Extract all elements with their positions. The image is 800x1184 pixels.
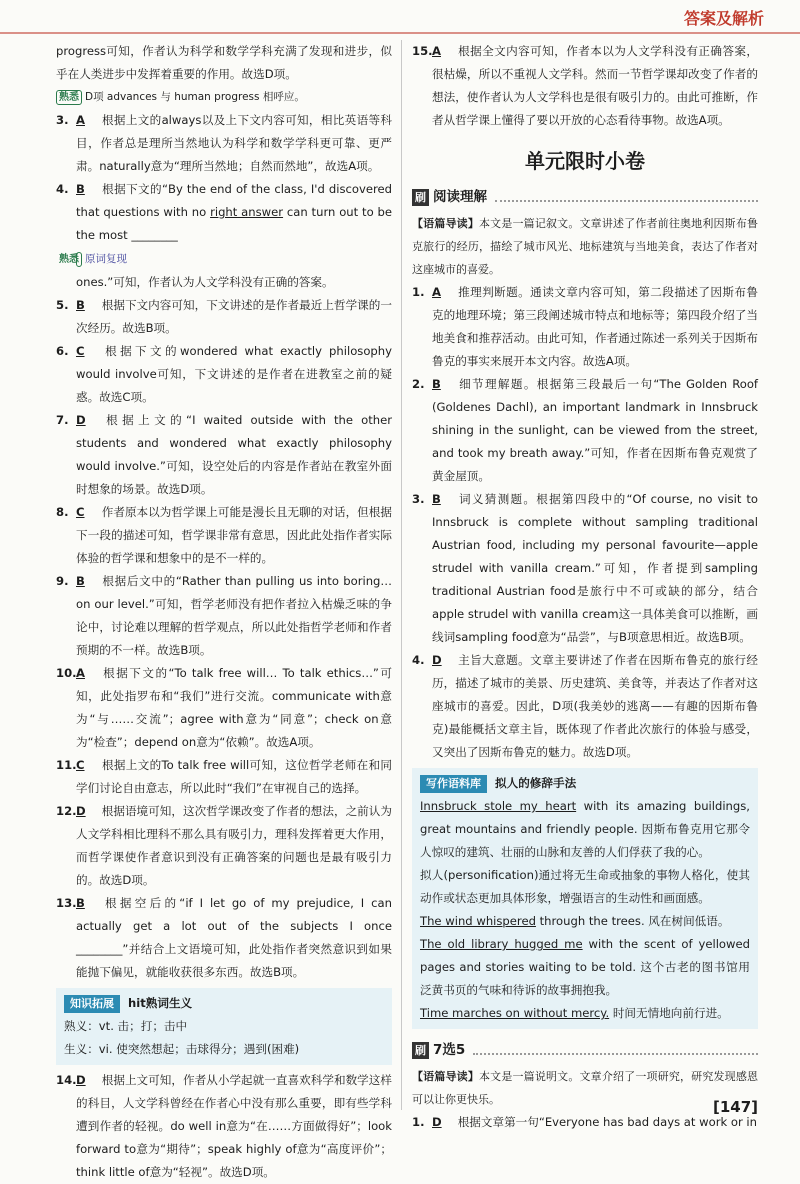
example-text: with the scent of yellowed pages and stories waiting to be told. 这个古老的图书馆用泛黄书页的气味和待诉的故事拥抱我。 [420,937,750,997]
note-tag: 熟悉 [76,252,82,267]
passage-intro [412,1065,758,1111]
answer-item-15 [412,40,758,132]
example-sentence [420,910,750,933]
item-answer: A [76,666,85,680]
item-number: 3. [412,492,425,506]
item-answer: B [432,377,441,391]
item-explanation: 根据语境可知，这次哲学课改变了作者的想法，之前认为人文学科相比理科不那么具有吸引力，理科发挥着更大作用，而哲学课使作者意识到没有正确答案的问题也是最有吸引力的。故选D项。 [76,804,392,887]
item-explanation: 主旨大意题。文章主要讲述了作者在因斯布鲁克的旅行经历，描述了城市的美景、历史建筑、美食等，并表达了作者对这座城市的喜爱。因此，D项(我美妙的逃离——有趣的因斯布鲁克)最能概括文章主旨，既体现了作者此次旅行的体验与感受，又突出了因斯布鲁克的魅力。故选D项。 [432,653,758,759]
item-answer: C [76,758,85,772]
answer-item-9 [56,570,392,662]
answer-item-5 [56,294,392,340]
subsection-label: 阅读理解 [433,189,487,205]
subsection-reading [412,186,758,208]
dotted-rule [495,192,758,202]
item-explanation: 根据下文的“By the end of the class, I'd discovered that questions with no [76,182,392,219]
item-answer: D [76,804,86,818]
answer-item-3 [56,109,392,178]
answer-item-7 [56,409,392,501]
item-number: 3. [56,113,69,127]
item-explanation: 根据下文内容可知，下文讲述的是作者最近上哲学课的一次经历。故选B项。 [76,298,392,335]
intro-text: 本文是一篇说明文。文章介绍了一项研究，研究发现感恩可以让你更快乐。 [412,1070,758,1106]
box-line: 生义：vi. 使突然想起；击球得分；遇到(困难) [64,1042,300,1056]
item-number: 4. [412,653,425,667]
brush-icon: 刷 [412,1042,429,1059]
intro-label: 【语篇导读】 [412,217,479,230]
item-number: 13. [56,896,77,910]
item-explanation: 根据下文的wondered what exactly philosophy would involve可知，下文讲述的是作者在进教室之前的疑惑。故选C项。 [76,344,392,404]
underlined-phrase: Time marches on without mercy. [420,1006,610,1020]
item-number: 2. [412,377,425,391]
item-number: 9. [56,574,69,588]
item-explanation: 推理判断题。通读文章内容可知，第二段描述了因斯布鲁克的地理环境；第三段阐述城市特点和地标等；第四段介绍了当地美食和推荐活动。由此可知，作者通过陈述一系列关于因斯布鲁克的事实来展开本文内容。故选A项。 [432,285,758,368]
header-label: 答案及解析 [683,9,764,28]
example-text: 时间无情地向前行进。 [609,1006,729,1020]
answer-item-4 [56,178,392,294]
item-explanation: 根据空后的“if I let go of my prejudice, I can actually get a lot out of the subjects I once ________”并结合上文语境可知，此处指作者突然意识到如果能抛下偏见，就能收获很多东西。故选B项。 [76,896,392,979]
item-number: 11. [56,758,77,772]
passage-intro [412,212,758,281]
answer-item-10 [56,662,392,754]
item-number: 8. [56,505,69,519]
intro-text: 本文是一篇记叙文。文章讲述了作者前往奥地利因斯布鲁克旅行的经历，描绘了城市风光、地标建筑与当地美食，表达了作者对这座城市的喜爱。 [412,217,758,276]
item-number: 1. [412,285,425,299]
reading-answer-2 [412,373,758,488]
item-explanation: 根据上文的always以及上下文内容可知，相比英语等科目，作者总是理所当然地认为科学和数学学科更可靠、更严肃。naturally意为“理所当然地；自然而然地”，故选A项。 [76,113,392,173]
item-explanation: 作者原本以为哲学课上可能是漫长且无聊的对话，但根据下一段的描述可知，哲学课非常有意思，因此此处指作者实际体验的哲学课和想象中的是不一样的。 [76,505,392,565]
note-tag: 熟悉 [56,90,82,105]
item-answer: A [432,285,441,299]
item-answer: D [76,1073,86,1087]
item-answer: C [76,505,85,519]
box-tag: 写作语料库 [420,775,487,793]
item-explanation: 词义猜测题。根据第四段中的“Of course, no visit to Innsbruck is complete without sampling traditional Austrian food, including my personal favourite—apple strudel with vanilla cream.”可知，作者提到sampling traditional Austrian food是旅行中不可或缺的部分，结合apple strudel with vanilla cream这一具体美食可以推断，画线词sampling food意为“品尝”，与B项意思相近。故选B项。 [432,492,758,644]
handwritten-note: 原词复现 [85,253,127,265]
underlined-phrase: Innsbruck stole my heart [420,799,577,813]
brush-icon: 刷 [412,189,429,206]
item-explanation: 根据上文可知，作者从小学起就一直喜欢科学和数学这样的科目，人文学科曾经在作者心中没有那么重要，即有些学科遭到作者的轻视。do well in意为“在……方面做得好”；look forward to意为“期待”；speak highly of意为“高度评价”；think little of意为“轻视”。故选D项。 [76,1073,392,1179]
underlined-phrase: right answer [210,205,284,219]
answer-item-11 [56,754,392,800]
item-number: 7. [56,413,69,427]
item-answer: D [76,413,86,427]
item-answer: D [432,1115,442,1129]
answer-item-13 [56,892,392,984]
paragraph-continuation: progress可知，作者认为科学和数学学科充满了发现和进步，似乎在人类进步中发挥着重要的作用。故选D项。 [56,44,392,81]
example-sentence [420,933,750,1002]
item-answer: B [76,182,85,196]
item-explanation: can turn out to be the most ________ [76,205,392,242]
item-number: 5. [56,298,69,312]
box-title: 拟人的修辞手法 [495,776,577,790]
item-answer: D [432,653,442,667]
item-answer: C [76,344,85,358]
box-title: hit熟词生义 [128,996,193,1010]
dotted-rule [473,1045,758,1055]
underlined-phrase: The wind whispered [420,914,536,928]
item-answer: B [76,298,85,312]
item-explanation: 细节理解题。根据第三段最后一句“The Golden Roof (Goldenes Dachl), an important landmark in Innsbruck shining in the sunlight, can be viewed from the street, and took my breath away.”可知，作者在因斯布鲁克观赏了黄金屋顶。 [432,377,759,483]
section-title: 单元限时小卷 [525,149,645,173]
item-number: 1. [412,1115,425,1129]
note-familiar [56,86,392,109]
item-number: 15. [412,44,433,58]
note-text: D项 advances 与 human progress 相呼应。 [85,91,305,103]
box-description: 拟人(personification)通过将无生命或抽象的事物人格化，使其动作或状态更加具体形象，增强语言的生动性和画面感。 [420,868,750,905]
underlined-phrase: The old library hugged me [420,937,583,951]
item-explanation: 根据全文内容可知，作者本以为人文学科没有正确答案，很枯燥，所以不重视人文学科。然而一节哲学课却改变了作者的想法，使作者认为人文学科也是很有吸引力的。由此可推断，作者从哲学课上懂得了要以开放的心态看待事物。故选A项。 [432,44,758,127]
writing-corpus-box [412,768,758,1029]
item-number: 12. [56,804,77,818]
reading-answer-1 [412,281,758,373]
item-answer: B [76,574,85,588]
item-explanation: 根据后文中的“Rather than pulling us into boring… on our level.”可知，哲学老师没有把作者拉入枯燥乏味的争论中，讨论难以理解的哲学观点，所以此处指哲学老师和作者预期的不一样。故选B项。 [76,574,392,657]
knowledge-box [56,988,392,1065]
reading-answer-3 [412,488,758,649]
example-text: through the trees. 风在树间低语。 [535,914,730,928]
item-explanation: 根据上文的“I waited outside with the other students and wondered what exactly philosophy would involve.”可知，设空处后的内容是作者站在教室外面时想象的场景。故选D项。 [76,413,393,496]
subsection-seven-five [412,1039,758,1061]
header-rule [0,32,800,34]
item-explanation: 根据上文的To talk free will可知，这位哲学老师在和同学们讨论自由意志，所以此时“我们”在审视自己的选择。 [76,758,393,795]
item-explanation: 根据下文的“To talk free will… To talk ethics…”可知，此处指罗布和“我们”进行交流。communicate with意为“与……交流”；agree with意为“同意”；check on意为“检查”；depend on意为“依赖”。故选A项。 [76,666,393,749]
intro-label: 【语篇导读】 [412,1070,479,1083]
item-answer: A [76,113,85,127]
item-number: 10. [56,666,77,680]
box-line: 熟义：vt. 击；打；击中 [64,1019,188,1033]
right-column [412,40,758,1134]
reading-answer-4 [412,649,758,764]
item-answer: B [432,492,441,506]
subsection-label: 7选5 [433,1042,466,1058]
column-divider [401,40,402,1110]
item-explanation: ones.”可知，作者认为人文学科没有正确的答案。 [76,275,334,289]
item-explanation: 根据文章第一句“Everyone has bad days at work or in [457,1115,757,1129]
item-number: 6. [56,344,69,358]
answer-item-6 [56,340,392,409]
left-column [56,40,392,1184]
answer-item-14 [56,1069,392,1184]
example-sentence [420,1002,750,1025]
item-number: 4. [56,182,69,196]
item-answer: A [432,44,441,58]
answer-item-8 [56,501,392,570]
item-number: 14. [56,1073,77,1087]
example-sentence [420,795,750,864]
item-answer: B [76,896,85,910]
example-text: with its amazing buildings, great mountains and friendly people. 因斯布鲁克用它那令人惊叹的建筑、壮丽的山脉和友善的人们俘获了我的心。 [420,799,750,859]
answer-item-12 [56,800,392,892]
box-tag: 知识拓展 [64,995,120,1013]
seven-five-answer-1 [412,1111,758,1134]
page-number: [147] [712,1098,758,1116]
